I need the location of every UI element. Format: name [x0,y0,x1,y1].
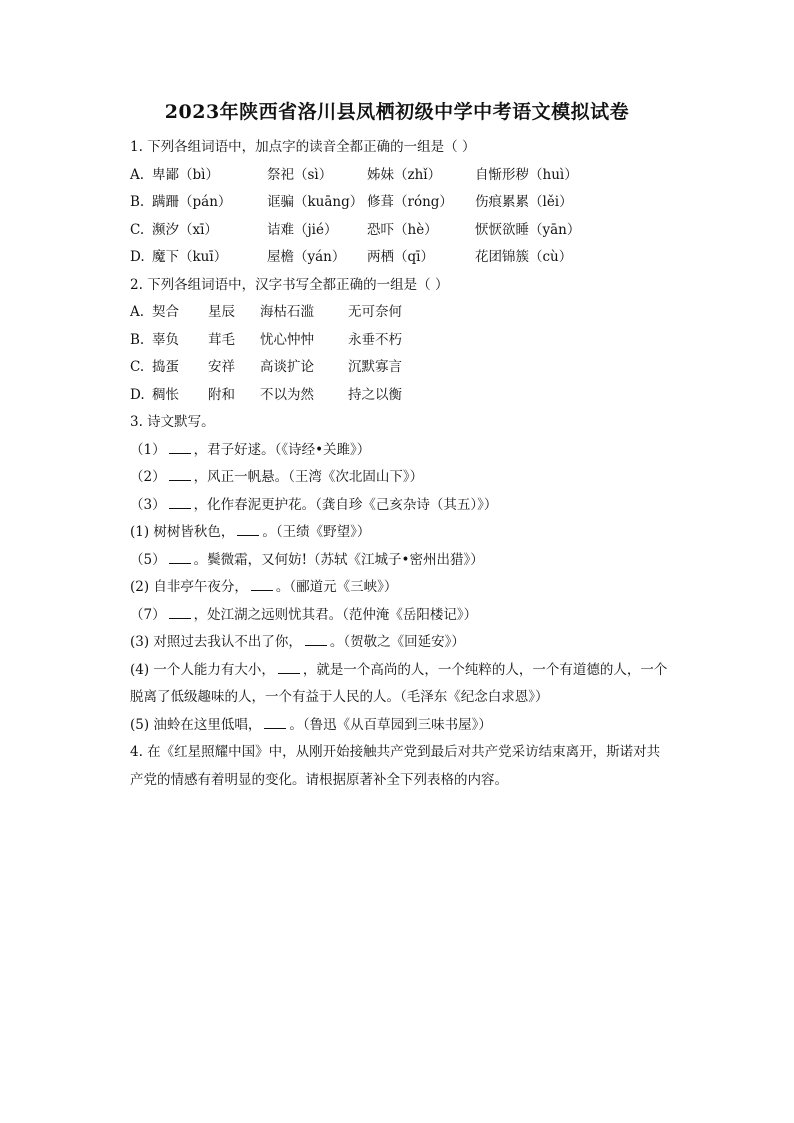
recitation-item [130,437,695,465]
item-number: (1) [130,524,154,540]
option-term: 魔下（kuī） [152,249,228,265]
option-term: 忧心忡忡 [260,331,314,348]
item-text-after: 。（王绩《野望》） [262,524,371,540]
option-term: 安祥 [208,359,235,375]
item-text-after: ，处江湖之远则忧其君。（范仲淹《岳阳楼记》） [193,606,478,623]
answer-blank[interactable] [169,466,191,481]
question-4-stem-line2: 产党的情感有着明显的变化。请根据原著补全下列表格的内容。 [130,771,508,788]
question-1-option-b[interactable] [130,189,695,217]
option-term: 诓骗（kuāng） [267,194,364,210]
recitation-item [130,574,695,602]
option-term: 卑鄙（bì） [152,166,219,183]
option-term: 恐吓（hè） [367,221,438,238]
item-number: (3) [130,634,154,650]
answer-blank[interactable] [251,576,273,591]
item-number: （5） [130,551,166,568]
option-label: A. [130,166,145,183]
option-term: 恹恹欲睡（yān） [475,221,581,238]
option-term: 沉默寡言 [348,359,402,375]
item-text-after: 。（贺敬之《回延安》） [329,634,465,650]
recitation-item [130,547,695,575]
recitation-item [130,629,695,657]
option-term: 诘难（jié） [267,221,338,238]
question-4-stem-line1: 4. 在《红星照耀中国》中，从刚开始接触共产党到最后对共产党采访结束离开，斯诺对共 [130,744,661,760]
option-term: 辜负 [152,331,179,348]
question-2-option-b[interactable] [130,327,695,355]
answer-blank[interactable] [169,549,191,564]
option-label: C. [130,221,145,238]
answer-blank[interactable] [305,631,327,646]
question-2-option-d[interactable] [130,382,695,410]
option-term: 茸毛 [208,331,235,348]
recitation-item [130,519,695,547]
answer-blank[interactable] [237,521,259,536]
option-term: 持之以衡 [348,386,402,403]
question-3-items [130,437,695,657]
option-label: B. [130,331,145,348]
item-text-before: 对照过去我认不出了你， [153,634,302,650]
question-2-option-a[interactable] [130,299,695,327]
option-label: D. [130,386,145,403]
option-term: 海枯石滥 [260,304,314,320]
question-1-option-c[interactable] [130,217,695,245]
answer-blank[interactable] [169,494,191,509]
option-label: C. [130,359,145,375]
question-1-option-a[interactable] [130,162,695,190]
item-text-after: 。鬓微霜，又何妨!（苏轼《江城子•密州出猎》） [193,551,484,568]
option-term: 花团锦簇（cù） [475,249,573,265]
question-2-option-c[interactable] [130,354,695,382]
item-number: （7） [130,606,166,623]
answer-blank[interactable] [169,604,191,619]
option-term: 稠怅 [152,386,179,403]
question-3-stem: 3. 诗文默写。 [130,414,215,430]
recitation-item [130,464,695,492]
item-text-after: ，君子好逑。（《诗经•关雎》） [193,441,371,458]
item-text-before: 树树皆秋色， [153,524,235,540]
question-1-options [130,162,695,272]
option-term: 两栖（qī） [367,249,434,265]
option-label: B. [130,194,145,210]
question-2-stem: 2. 下列各组词语中，汉字书写全都正确的一组是（ ） [130,276,449,293]
option-term: 不以为然 [260,386,314,403]
recitation-item [130,492,695,520]
question-1-stem: 1. 下列各组词语中，加点字的读音全都正确的一组是（ ） [130,139,476,155]
option-label: D. [130,249,145,265]
item-text-after: ，风正一帆悬。（王湾《次北固山下》） [193,469,424,485]
option-label: A. [130,304,145,320]
option-term: 契合 [152,304,179,320]
option-term: 无可奈何 [348,304,402,320]
option-term: 修葺（róng） [367,194,453,210]
option-term: 附和 [208,386,235,403]
recitation-item-last: (5) 油蛉在这里低唱， 。（鲁迅《从百草园到三味书屋》） [130,712,695,740]
recitation-item-long-continued: 脱离了低级趣味的人，一个有益于人民的人。（毛泽东《纪念白求恩》） [130,689,549,705]
exam-content [130,134,695,794]
item-number: （3） [130,496,166,513]
option-term: 祭祀（sì） [267,166,333,183]
item-text-before: 自非亭午夜分， [153,579,248,595]
item-text-after: ，化作春泥更护花。（龚自珍《己亥杂诗（其五）》） [193,496,498,513]
answer-blank[interactable] [278,659,300,674]
option-term: 高谈扩论 [260,359,314,375]
page-title: 2023年陕西省洛川县凤栖初级中学中考语文模拟试卷 [164,101,630,123]
item-number: （2） [130,469,166,485]
option-term: 星辰 [208,304,235,320]
item-text-after: 。（郦道元《三峡》） [275,579,398,595]
option-term: 蹒跚（pán） [152,194,232,210]
recitation-item [130,602,695,630]
item-number: （1） [130,441,166,458]
option-term: 永垂不朽 [348,331,402,348]
option-term: 姊妹（zhǐ） [367,166,442,183]
option-term: 屋檐（yán） [267,249,346,265]
recitation-item-long: (4) 一个人能力有大小， ，就是一个高尚的人，一个纯粹的人，一个有道德的人，一个 [130,657,695,685]
answer-blank[interactable] [264,714,286,729]
option-term: 伤痕累累（lěi） [475,194,573,210]
question-2-options [130,299,695,409]
option-term: 自惭形秽（huì） [475,166,578,183]
answer-blank[interactable] [169,439,191,454]
item-number: (2) [130,579,154,595]
option-term: 捣蛋 [152,359,179,375]
option-term: 濒汐（xī） [152,221,218,238]
question-1-option-d[interactable] [130,244,695,272]
